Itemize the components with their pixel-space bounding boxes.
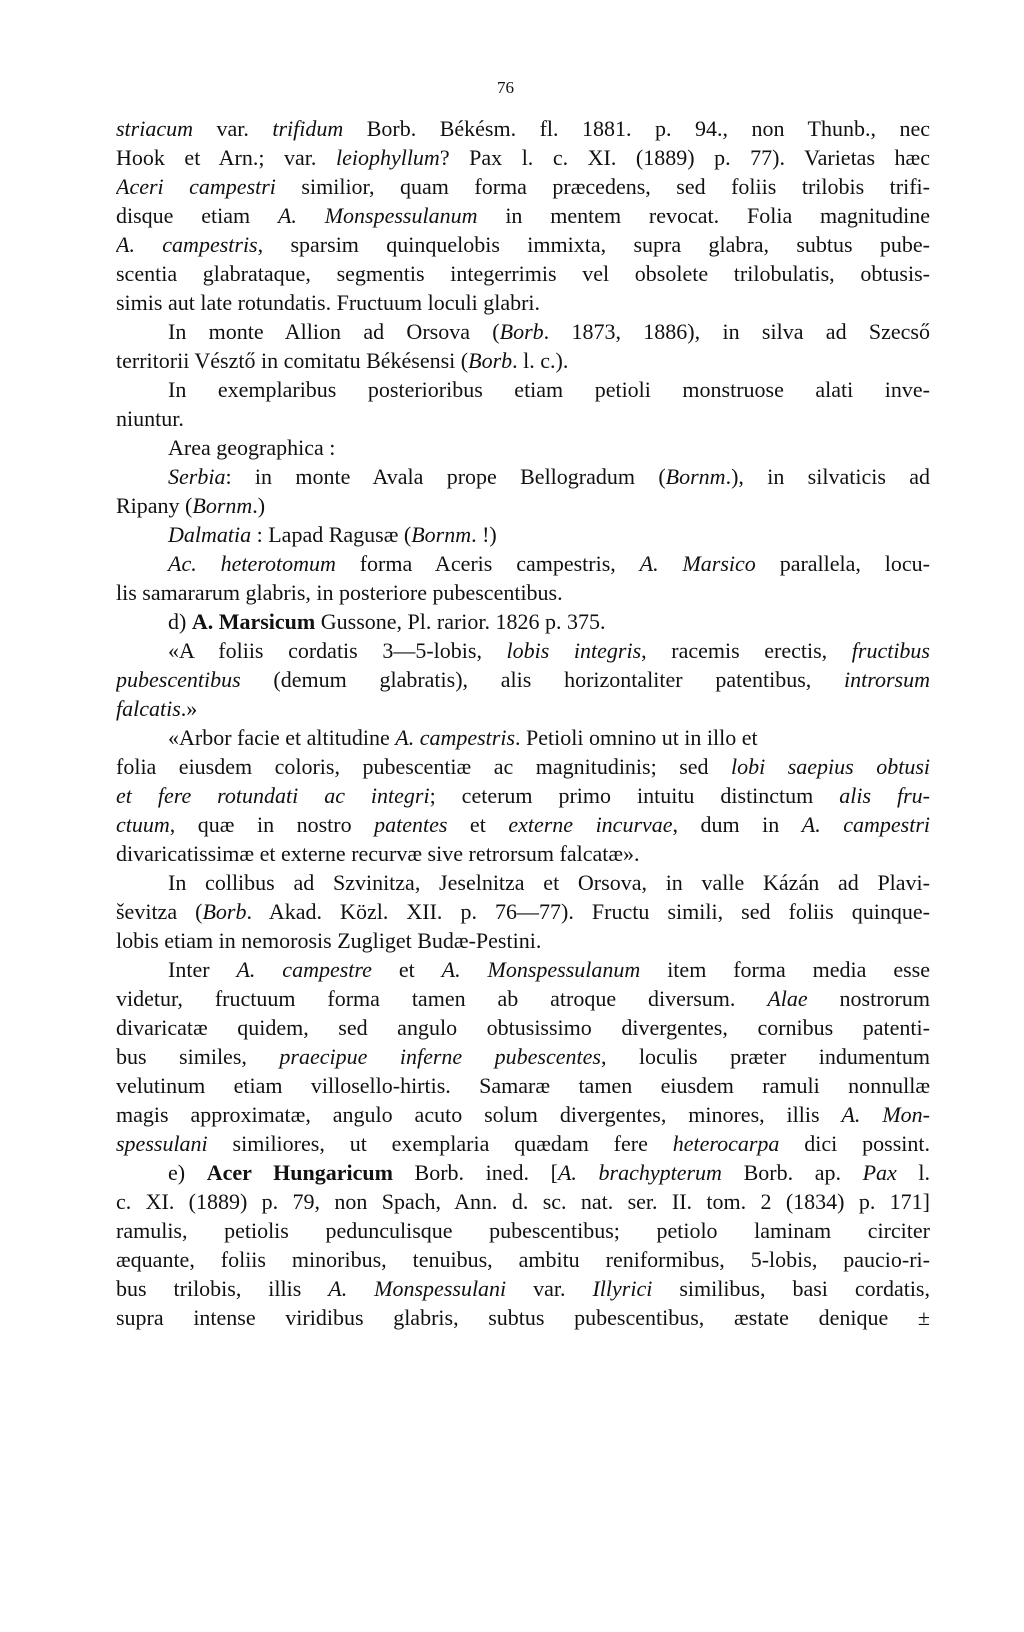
italic-run: striacum — [116, 116, 193, 141]
text-line — [116, 810, 930, 839]
text-run: . !) — [471, 522, 497, 547]
text-run: Gussone, Pl. rarior. 1826 p. 375. — [315, 609, 606, 634]
italic-run: praecipue inferne pubescentes — [279, 1044, 601, 1069]
text-run: (demum glabratis), alis horizontaliter patentibus, — [240, 667, 845, 692]
text-line — [116, 694, 930, 723]
text-line — [116, 317, 930, 346]
text-run: d) — [168, 609, 192, 634]
text-line — [116, 520, 930, 549]
italic-run: alis fru- — [839, 783, 930, 808]
italic-run: externe incurvae — [508, 812, 673, 837]
italic-run: A. campestris — [395, 725, 516, 750]
italic-run: fructibus — [851, 638, 930, 663]
text-run: , dum in — [672, 812, 802, 837]
text-run: In collibus ad Szvinitza, Jeselnitza et Orsova, in valle Kázán ad Plavi- — [168, 870, 930, 895]
italic-run: A. campestre — [236, 957, 372, 982]
text-run: var. — [193, 116, 273, 141]
text-line — [116, 143, 930, 172]
text-line — [116, 665, 930, 694]
text-run: e) — [168, 1160, 207, 1185]
text-run: .) — [252, 493, 266, 518]
text-run: .» — [180, 696, 198, 721]
italic-run: Borb — [499, 319, 544, 344]
text-line — [116, 781, 930, 810]
italic-run: A. brachypterum — [557, 1160, 722, 1185]
text-run: lobis etiam in nemorosis Zugliget Budæ-Pestini. — [116, 928, 542, 953]
text-run: folia eiusdem coloris, pubescentiæ ac magnitudinis; sed — [116, 754, 732, 779]
text-run: . 1873, 1886), in silva ad Szecső — [543, 319, 930, 344]
text-run: forma Aceris campestris, — [335, 551, 640, 576]
text-run: in mentem revocat. Folia magnitudine — [477, 203, 930, 228]
text-line — [116, 433, 930, 462]
text-line — [116, 288, 930, 317]
text-run: c. XI. (1889) p. 79, non Spach, Ann. d. sc. nat. ser. II. tom. 2 (1834) p. 171] — [116, 1189, 930, 1214]
italic-run: pubescentibus — [116, 667, 241, 692]
text-line — [116, 1042, 930, 1071]
text-run: In monte Allion ad Orsova ( — [168, 319, 500, 344]
italic-run: A. Mon- — [841, 1102, 930, 1127]
text-run: dici possint. — [779, 1131, 930, 1156]
text-run: parallela, locu- — [755, 551, 930, 576]
text-line — [116, 549, 930, 578]
text-line — [116, 1129, 930, 1158]
text-run: «Arbor facie et altitudine — [168, 725, 396, 750]
text-run: var. — [506, 1276, 593, 1301]
text-line — [116, 868, 930, 897]
text-run: similibus, basi cordatis, — [652, 1276, 930, 1301]
text-line — [116, 114, 930, 143]
italic-run: Bornm — [411, 522, 472, 547]
text-run: videtur, fructuum forma tamen ab atroque diversum. — [116, 986, 768, 1011]
text-line — [116, 404, 930, 433]
italic-run: trifidum — [272, 116, 344, 141]
text-line — [116, 984, 930, 1013]
text-line — [116, 491, 930, 520]
text-body — [116, 114, 930, 1332]
text-run: ; ceterum primo intuitu distinctum — [429, 783, 840, 808]
italic-run: lobis integris — [506, 638, 642, 663]
text-line — [116, 926, 930, 955]
text-run: scentia glabrataque, segmentis integerrimis vel obsolete trilobulatis, obtusis- — [116, 261, 930, 286]
italic-run: Borb — [468, 348, 513, 373]
italic-run: patentes — [374, 812, 448, 837]
italic-run: Borb — [202, 899, 247, 924]
text-run: .), in silvaticis ad — [725, 464, 930, 489]
italic-run: A. Marsico — [639, 551, 756, 576]
italic-run: A. Monspessulanum — [277, 203, 478, 228]
italic-run: falcatis — [116, 696, 181, 721]
text-line — [116, 723, 930, 752]
page-number: 76 — [497, 78, 514, 97]
italic-run: A. campestri — [801, 812, 930, 837]
text-run: ševitza ( — [116, 899, 203, 924]
text-line — [116, 201, 930, 230]
italic-run: Bornm — [665, 464, 726, 489]
text-run: , racemis erectis, — [641, 638, 852, 663]
text-line — [116, 607, 930, 636]
text-line — [116, 346, 930, 375]
text-run: territorii Vésztő in comitatu Békésensi ( — [116, 348, 469, 373]
text-line — [116, 839, 930, 868]
text-line — [116, 1158, 930, 1187]
text-run: Area geographica : — [168, 435, 336, 460]
text-line — [116, 1071, 930, 1100]
text-line — [116, 636, 930, 665]
italic-run: Serbia — [168, 464, 226, 489]
text-run: et — [371, 957, 442, 982]
text-run: similior, quam forma præcedens, sed foliis trilobis trifi- — [275, 174, 930, 199]
text-run: disque etiam — [116, 203, 278, 228]
text-line — [116, 578, 930, 607]
text-run: divaricatissimæ et externe recurvæ sive retrorsum falcatæ». — [116, 841, 640, 866]
italic-run: Illyrici — [592, 1276, 653, 1301]
text-run: Borb. ined. [ — [392, 1160, 558, 1185]
italic-run: A. Monspessulani — [328, 1276, 507, 1301]
text-run: magis approximatæ, angulo acuto solum divergentes, minores, illis — [116, 1102, 842, 1127]
text-run: In exemplaribus posterioribus etiam petioli monstruose alati inve- — [168, 377, 930, 402]
text-run: Ripany ( — [116, 493, 193, 518]
text-run: nostrorum — [807, 986, 930, 1011]
italic-run: leiophyllum — [335, 145, 440, 170]
text-line — [116, 1187, 930, 1216]
text-run: Inter — [168, 957, 237, 982]
italic-run: introrsum — [844, 667, 930, 692]
bold-run: A. Marsicum — [191, 609, 316, 634]
italic-run: A. campestris — [116, 232, 258, 257]
italic-run: Dalmatia — [168, 522, 252, 547]
italic-run: et fere rotundati ac integri — [116, 783, 430, 808]
text-line — [116, 375, 930, 404]
text-run: l. — [896, 1160, 930, 1185]
text-run: , loculis præter indumentum — [600, 1044, 930, 1069]
text-line — [116, 1216, 930, 1245]
italic-run: spessulani — [116, 1131, 208, 1156]
text-run: æquante, foliis minoribus, tenuibus, ambitu reniformibus, 5-lobis, paucio-ri- — [116, 1247, 930, 1272]
text-line — [116, 1100, 930, 1129]
italic-run: heterocarpa — [672, 1131, 780, 1156]
text-line — [116, 955, 930, 984]
italic-run: Ac. heterotomum — [168, 551, 336, 576]
text-run: niuntur. — [116, 406, 184, 431]
italic-run: ctuum — [116, 812, 170, 837]
text-line — [116, 1303, 930, 1332]
text-run: , quæ in nostro — [169, 812, 375, 837]
text-run: ramulis, petiolis pedunculisque pubescentibus; petiolo laminam circiter — [116, 1218, 930, 1243]
text-run: bus trilobis, illis — [116, 1276, 329, 1301]
text-run: : in monte Avala prope Bellogradum ( — [225, 464, 666, 489]
italic-run: Pax — [862, 1160, 897, 1185]
text-run: similiores, ut exemplaria quædam fere — [207, 1131, 673, 1156]
text-line — [116, 259, 930, 288]
text-line — [116, 172, 930, 201]
text-line — [116, 230, 930, 259]
text-run: item forma media esse — [640, 957, 930, 982]
text-line — [116, 1245, 930, 1274]
text-run: : Lapad Ragusæ ( — [251, 522, 412, 547]
text-run: «A foliis cordatis 3—5-lobis, — [168, 638, 507, 663]
italic-run: A. Monspessulanum — [441, 957, 641, 982]
text-run: Hook et Arn.; var. — [116, 145, 336, 170]
text-run: supra intense viridibus glabris, subtus pubescentibus, æstate denique ± — [116, 1305, 930, 1330]
text-line — [116, 462, 930, 491]
text-run: et — [447, 812, 509, 837]
text-run: Borb. ap. — [721, 1160, 863, 1185]
text-run: , sparsim quinquelobis immixta, supra glabra, subtus pube- — [257, 232, 930, 257]
text-run: . Petioli omnino ut in illo et — [515, 725, 758, 750]
text-run: lis samararum glabris, in posteriore pubescentibus. — [116, 580, 563, 605]
text-line — [116, 1013, 930, 1042]
italic-run: lobi saepius obtusi — [731, 754, 930, 779]
text-run: velutinum etiam villosello-hirtis. Samaræ tamen eiusdem ramuli nonnullæ — [116, 1073, 930, 1098]
text-run: bus similes, — [116, 1044, 280, 1069]
text-run: ? Pax l. c. XI. (1889) p. 77). Varietas hæc — [439, 145, 930, 170]
text-run: . Akad. Közl. XII. p. 76—77). Fructu simili, sed foliis quinque- — [246, 899, 930, 924]
text-line — [116, 1274, 930, 1303]
text-line — [116, 752, 930, 781]
text-run: . l. c.). — [512, 348, 569, 373]
text-run: divaricatæ quidem, sed angulo obtusissimo divergentes, cornibus patenti- — [116, 1015, 930, 1040]
bold-run: Acer Hungaricum — [206, 1160, 393, 1185]
text-run: Borb. Békésm. fl. 1881. p. 94., non Thunb., nec — [343, 116, 930, 141]
text-line — [116, 897, 930, 926]
italic-run: Aceri campestri — [116, 174, 276, 199]
italic-run: Bornm — [192, 493, 253, 518]
italic-run: Alae — [767, 986, 808, 1011]
text-run: simis aut late rotundatis. Fructuum loculi glabri. — [116, 290, 541, 315]
